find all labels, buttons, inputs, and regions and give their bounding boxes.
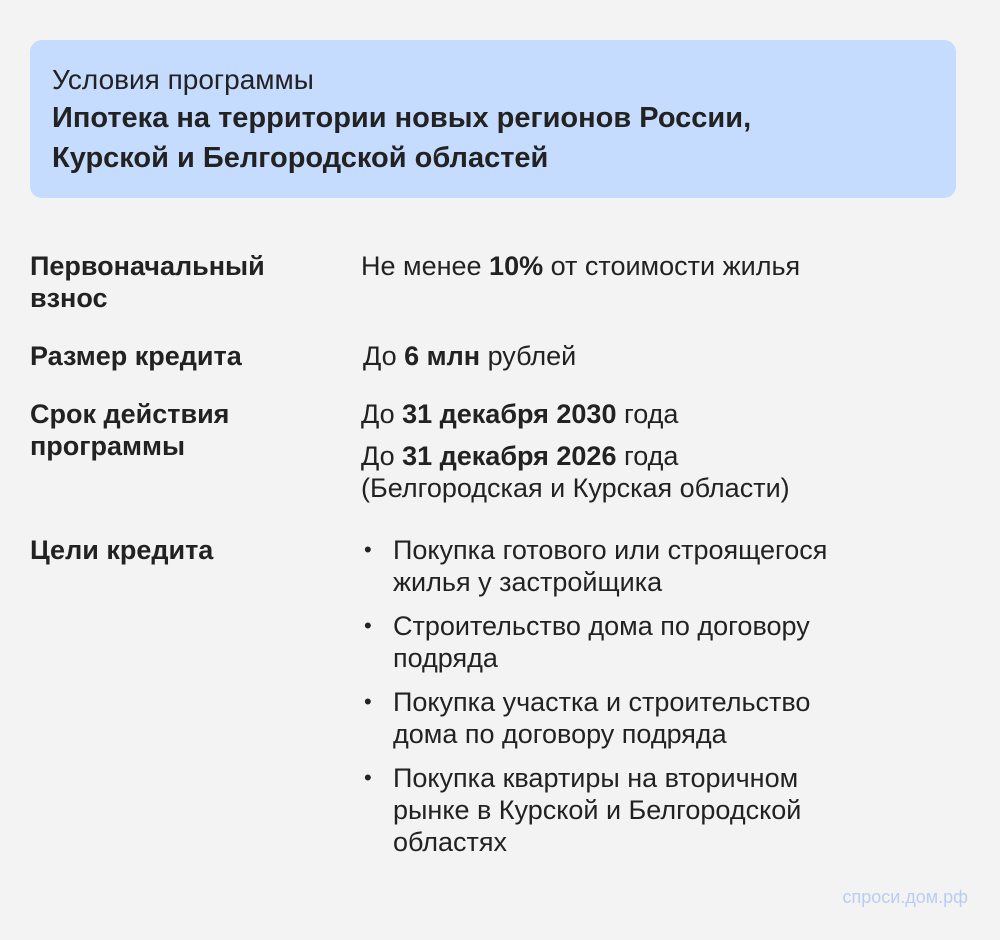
list-item bbox=[361, 534, 941, 598]
list-item-line: Покупка готового или строящегося bbox=[393, 535, 828, 565]
term-regional-suffix: года bbox=[616, 441, 679, 471]
list-item-line: Покупка квартиры на вторичном bbox=[393, 763, 799, 793]
program-term-label-line-2: программы bbox=[30, 431, 186, 461]
source-watermark: спроси.дом.рф bbox=[842, 887, 968, 907]
list-item-line: областях bbox=[393, 827, 508, 857]
program-term-label-line-1: Срок действия bbox=[30, 399, 230, 429]
down-payment-suffix: от стоимости жилья bbox=[543, 251, 801, 281]
list-item-line: дома по договору подряда bbox=[393, 719, 727, 749]
down-payment-prefix: Не менее bbox=[361, 251, 490, 281]
list-item-line: рынке в Курской и Белгородской bbox=[393, 795, 802, 825]
term-main-prefix: До bbox=[361, 399, 403, 429]
down-payment-label-line-2: взнос bbox=[30, 283, 108, 313]
loan-size-label: Размер кредита bbox=[30, 341, 242, 371]
bullet-icon: • bbox=[364, 689, 372, 714]
term-main-suffix: года bbox=[616, 399, 679, 429]
list-item bbox=[361, 610, 941, 674]
list-item-line: жилья у застройщика bbox=[393, 567, 663, 597]
bullet-icon: • bbox=[364, 613, 372, 638]
list-item bbox=[361, 686, 941, 750]
program-term-regional-note: (Белгородская и Курская области) bbox=[361, 473, 790, 503]
term-main-date: 31 декабря 2030 bbox=[402, 399, 617, 429]
loan-size-value bbox=[363, 340, 943, 372]
program-term-label bbox=[30, 398, 330, 462]
header-title-line-2: Курской и Белгородской областей bbox=[52, 142, 549, 174]
header-subtitle: Условия программы bbox=[52, 64, 314, 95]
program-term-regional bbox=[361, 440, 941, 472]
down-payment-label-line-1: Первоначальный bbox=[30, 251, 265, 281]
loan-size-suffix: рублей bbox=[480, 341, 577, 371]
loan-purposes-value bbox=[361, 534, 941, 870]
bullet-icon: • bbox=[364, 537, 372, 562]
down-payment-value bbox=[361, 250, 941, 282]
loan-size-prefix: До bbox=[363, 341, 405, 371]
list-item-line: Строительство дома по договору bbox=[393, 611, 810, 641]
program-term-value bbox=[361, 398, 941, 504]
list-item-line: подряда bbox=[393, 643, 498, 673]
program-term-main bbox=[361, 398, 941, 430]
loan-purposes-label: Цели кредита bbox=[30, 535, 214, 565]
list-item-line: Покупка участка и строительство bbox=[393, 687, 811, 717]
loan-size-amount: 6 млн bbox=[404, 341, 481, 371]
loan-purposes-list bbox=[361, 534, 941, 858]
list-item bbox=[361, 762, 941, 858]
bullet-icon: • bbox=[364, 765, 372, 790]
term-regional-prefix: До bbox=[361, 441, 403, 471]
term-regional-date: 31 декабря 2026 bbox=[402, 441, 617, 471]
header-title-line-1: Ипотека на территории новых регионов России, bbox=[52, 102, 752, 134]
down-payment-percent: 10% bbox=[489, 251, 544, 281]
program-header bbox=[30, 40, 956, 198]
down-payment-label bbox=[30, 250, 330, 314]
